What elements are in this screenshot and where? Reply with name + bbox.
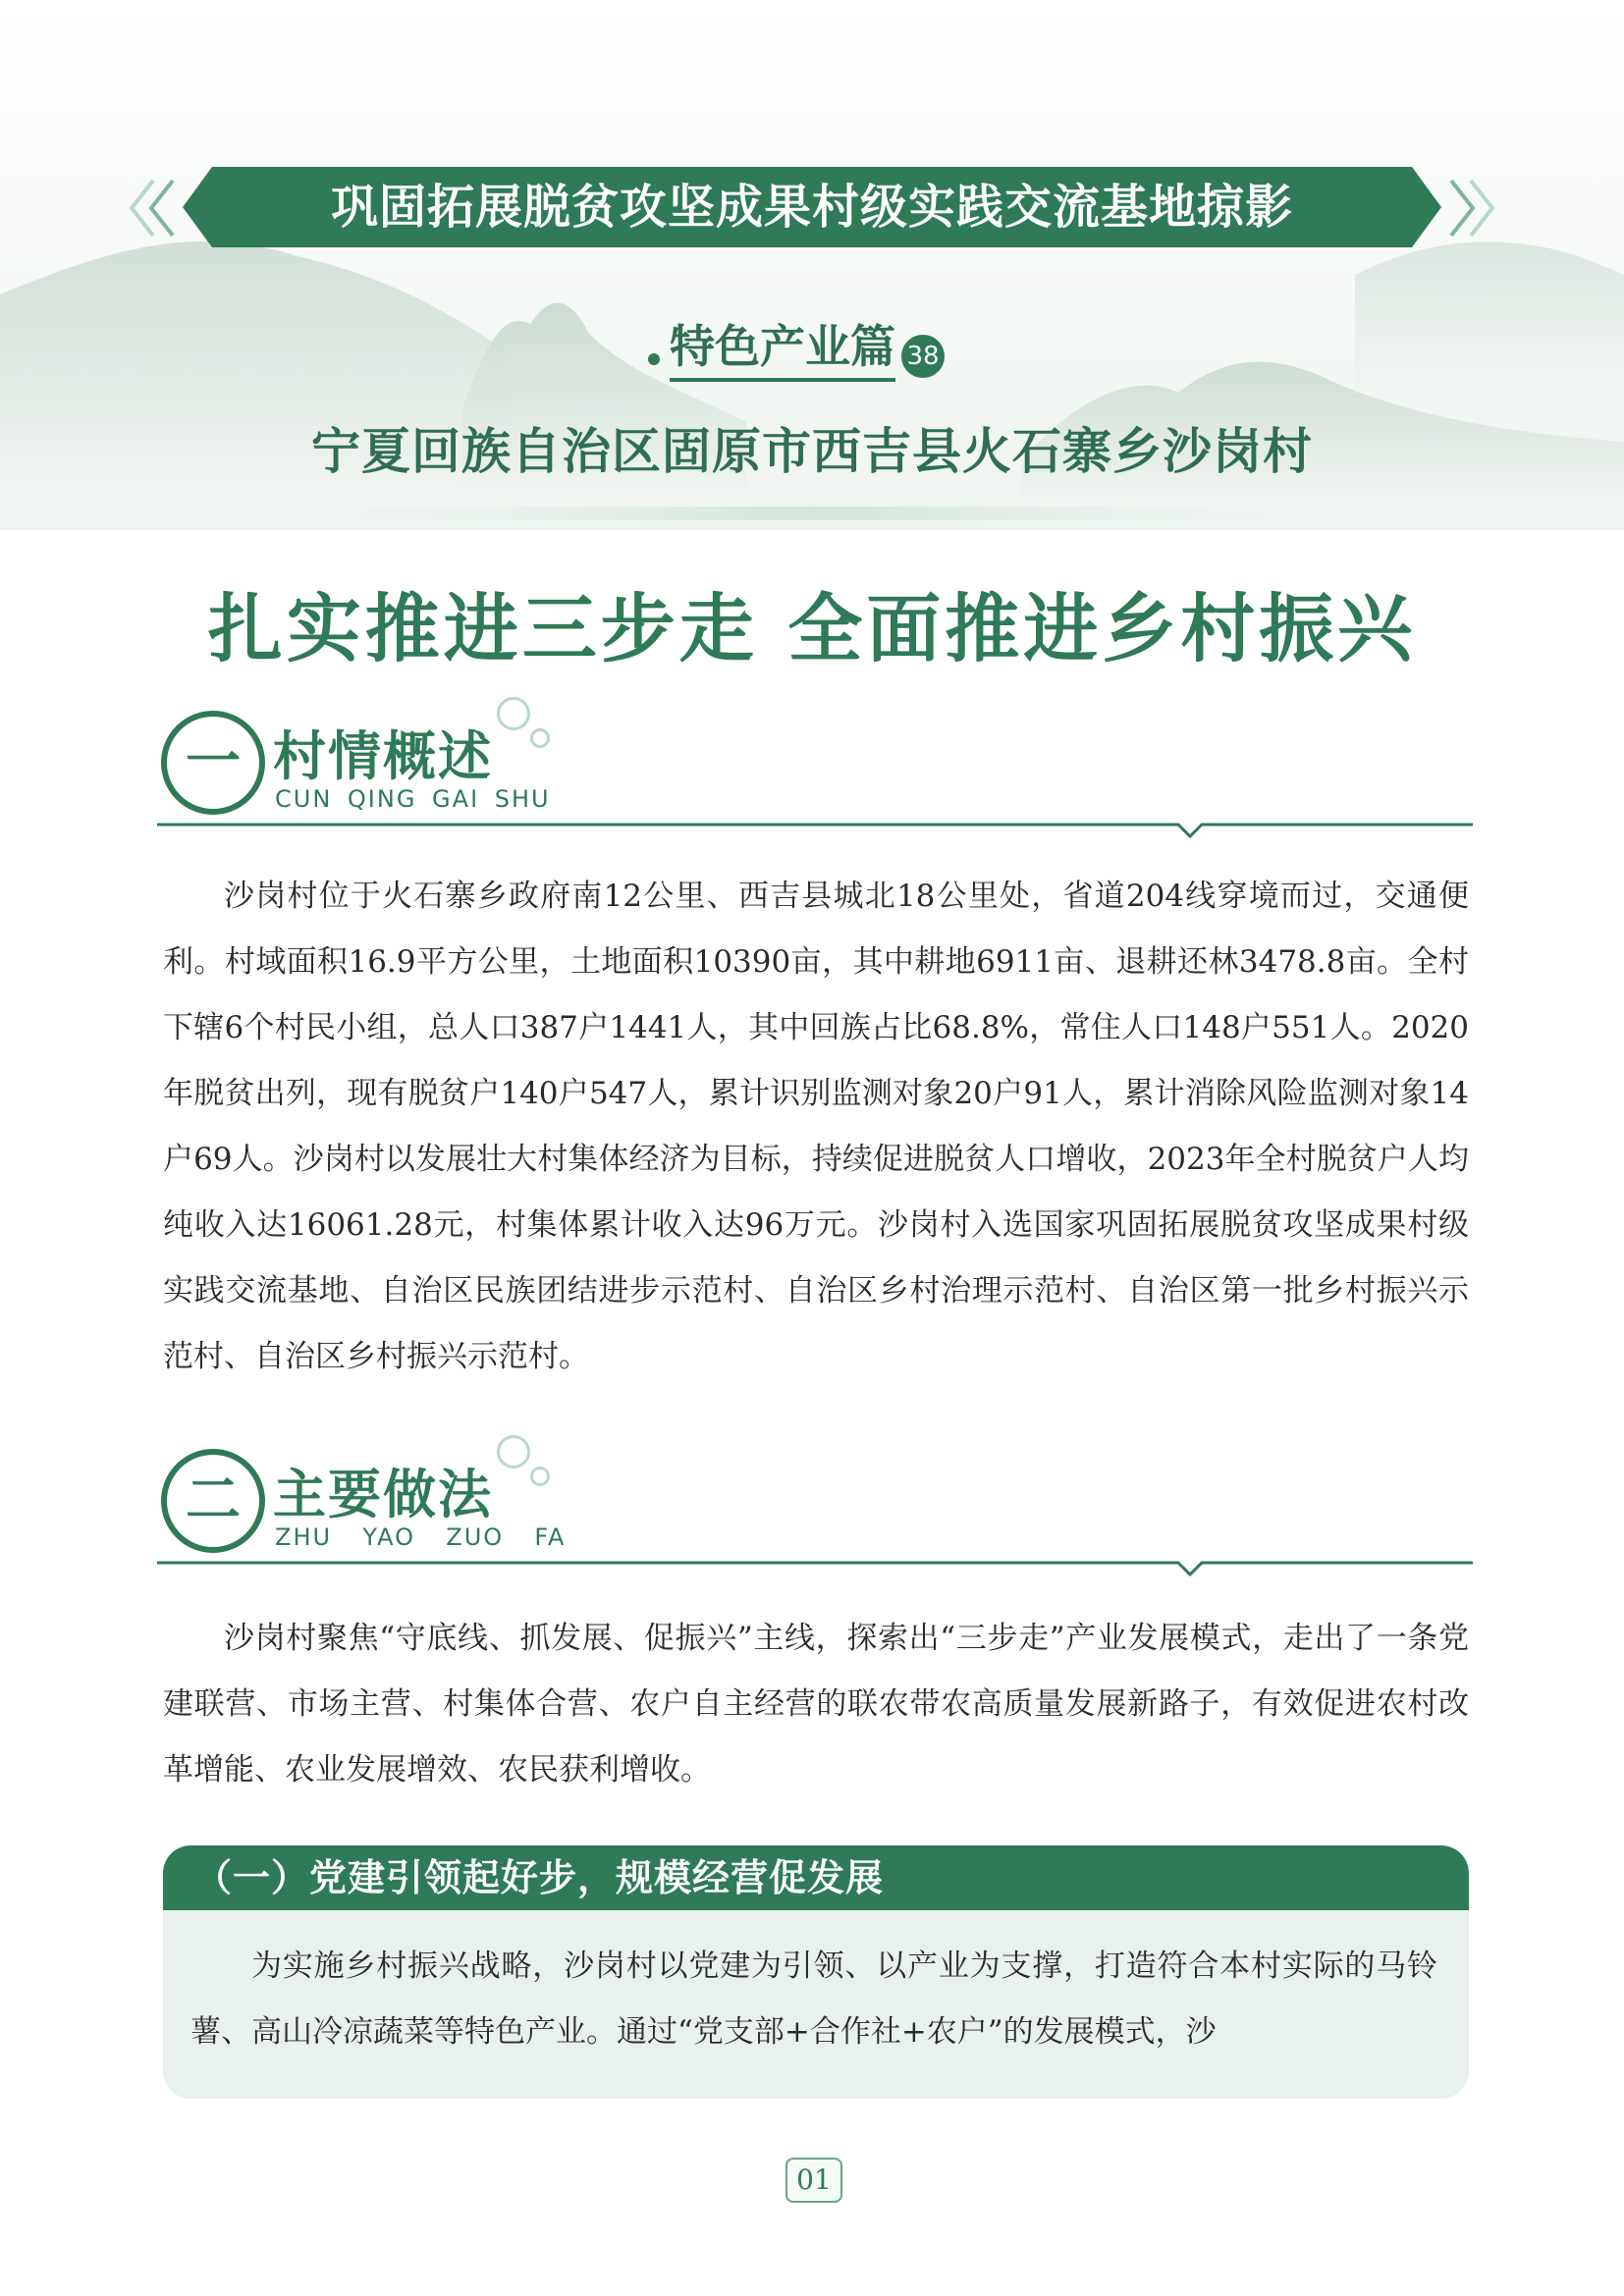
section-number: 一 (186, 730, 241, 794)
decor-bubble-large (497, 697, 530, 730)
series-number-badge: 38 (901, 335, 945, 378)
series-tag (648, 312, 945, 381)
article-headline: 扎实推进三步走 全面推进乡村振兴 (207, 585, 1417, 672)
section-number: 二 (186, 1468, 241, 1532)
subsection-body (190, 1934, 1437, 2065)
subsection-paragraph: 为实施乡村振兴战略，沙岗村以党建为引领、以产业为支撑，打造符合本村实际的马铃薯、高山冷凉蔬菜等特色产业。通过“党支部+合作社+农户”的发展模式，沙 (190, 1949, 1437, 2050)
village-title: 宁夏回族自治区固原市西吉县火石寨乡沙岗村 (311, 423, 1313, 480)
banner-left-chevrons (124, 177, 185, 240)
page-number: 01 (785, 2158, 842, 2203)
section-pinyin: ZHU YAO ZUO FA (275, 1523, 567, 1551)
section-header-2 (157, 1435, 1473, 1573)
section-divider (157, 1561, 1473, 1580)
section-title: 主要做法 (273, 1464, 493, 1525)
decor-bubble-small (530, 728, 550, 748)
series-dot (648, 353, 660, 365)
subsection-box (163, 1845, 1469, 2099)
section-1-body (163, 864, 1469, 1390)
section-2-paragraph: 沙岗村聚焦“守底线、抓发展、促振兴”主线，探索出“三步走”产业发展模式，走出了一条党建联营、市场主营、村集体合营、农户自主经营的联农带农高质量发展新路子，有效促进农村改革增能、农业发展增效、农民获利增收。 (163, 1621, 1469, 1788)
banner-right-chevrons (1439, 177, 1500, 240)
decor-bubble-large (497, 1435, 530, 1468)
section-number-circle (161, 711, 265, 815)
section-pinyin: CUN QING GAI SHU (275, 785, 551, 813)
section-2-body (163, 1606, 1469, 1803)
section-divider (157, 823, 1473, 842)
banner-title: 巩固拓展脱贫攻坚成果村级实践交流基地掠影 (330, 180, 1293, 235)
section-header-1 (157, 697, 1473, 834)
decor-bubble-small (530, 1467, 550, 1486)
section-number-circle (161, 1449, 265, 1553)
section-title: 村情概述 (273, 725, 493, 787)
series-title: 特色产业篇 (670, 311, 895, 382)
subsection-title: （一）党建引领起好步，规模经营促发展 (194, 1856, 885, 1899)
section-1-paragraph: 沙岗村位于火石寨乡政府南12公里、西吉县城北18公里处，省道204线穿境而过，交通便利。村域面积16.9平方公里，土地面积10390亩，其中耕地6911亩、退耕还林3478.8亩。全村下辖6个村民小组，总人口387户1441人，其中回族占比68.8%，常住人口148户551人。2020年脱贫出列，现有脱贫户140户547人，累计识别监测对象20户91人，累计消除风险监测对象14户69人。沙岗村以发展壮大村集体经济为目标，持续促进脱贫人口增收，2023年全村脱贫户人均纯收入达16061.28元，村集体累计收入达96万元。沙岗村入选国家巩固拓展脱贫攻坚成果村级实践交流基地、自治区民族团结进步示范村、自治区乡村治理示范村、自治区第一批乡村振兴示范村、自治区乡村振兴示范村。 (163, 879, 1469, 1374)
